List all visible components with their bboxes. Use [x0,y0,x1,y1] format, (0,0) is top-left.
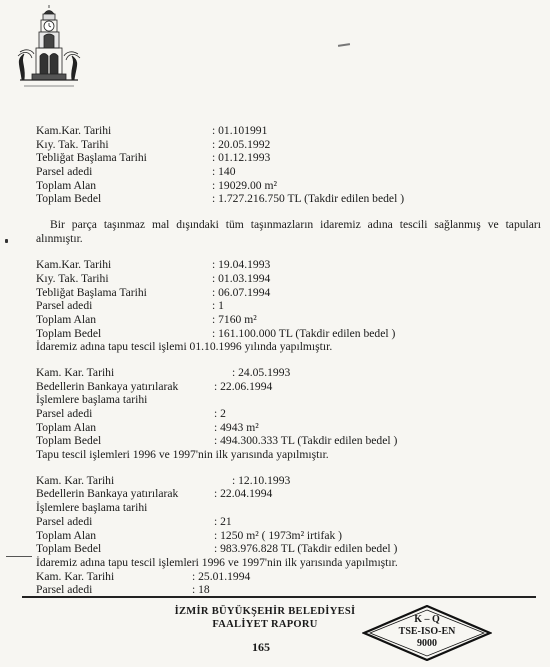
scan-speck [338,43,350,47]
scan-dash [6,556,32,557]
row-value: : 21 [214,514,232,528]
badge-line-2: TSE-ISO-EN [398,626,456,637]
row-label: Toplam Alan [36,528,97,542]
row-label: İşlemlere başlama tarihi [36,393,148,407]
row-value: : 2 [214,407,226,421]
info-row [36,124,541,138]
row-label: Parsel adedi [36,299,93,313]
info-row [36,515,541,529]
row-label: Kıy. Tak. Tarihi [36,271,109,285]
info-row [36,501,541,515]
row-value: : 19029.00 m² [212,178,277,192]
info-row [36,165,541,179]
row-value: : 19.04.1993 [212,258,271,272]
row-label: Parsel adedi [36,165,93,179]
footer-report: FAALİYET RAPORU [212,619,318,630]
info-row [36,542,541,556]
row-label: Tebliğat Başlama Tarihi [36,151,147,165]
badge-line-3: 9000 [417,638,437,649]
info-row [36,529,541,543]
row-value: : 01.03.1994 [212,271,271,285]
block-note: İdaremiz adına tapu tescil işlemleri 1996 ve 1997'nin ilk yarısında yapılmıştır. [36,555,398,569]
info-row [36,380,541,394]
row-label: Parsel adedi [36,514,93,528]
row-value: : 161.100.000 TL (Takdir edilen bedel ) [212,326,396,340]
info-row [36,258,541,272]
info-row [36,583,541,597]
row-value: : 140 [212,165,236,179]
clock-tower-logo [14,4,84,94]
row-label: Toplam Bedel [36,542,102,556]
row-value: : 22.06.1994 [214,379,273,393]
row-value: : 20.05.1992 [212,137,271,151]
info-row [36,299,541,313]
info-row [36,138,541,152]
row-value: : 01.12.1993 [212,151,271,165]
row-label: İşlemlere başlama tarihi [36,501,148,515]
row-label: Bedellerin Bankaya yatırılarak [36,487,179,501]
row-value: : 1.727.216.750 TL (Takdir edilen bedel ) [212,192,405,206]
row-label: Kam.Kar. Tarihi [36,258,112,272]
row-label: Toplam Bedel [36,434,102,448]
row-label: Tebliğat Başlama Tarihi [36,285,147,299]
summary-paragraph: Bir parça taşınmaz mal dışındaki tüm taşınmazların idaremiz adına tescili sağlanmış ve tapuları alınmıştır. [36,218,541,246]
row-value: : 06.07.1994 [212,285,271,299]
property-block-3 [36,366,541,462]
info-row [36,313,541,327]
row-value: : 22.04.1994 [214,487,273,501]
block-note: Tapu tescil işlemleri 1996 ve 1997'nin ilk yarısında yapılmıştır. [36,448,329,462]
row-value: : 12.10.1993 [232,473,291,487]
row-value: : 1 [212,299,224,313]
info-row [36,366,541,380]
property-block-4 [36,474,541,597]
info-row [36,327,541,341]
footer-org: İZMİR BÜYÜKŞEHİR BELEDİYESİ [174,606,356,617]
badge-line-1: K – Q [414,614,440,625]
row-label: Kam. Kar. Tarihi [36,569,115,583]
info-row [36,272,541,286]
info-row [36,421,541,435]
scan-dot [5,239,8,243]
info-row [36,407,541,421]
row-label: Bedellerin Bankaya yatırılarak [36,379,179,393]
row-label: Toplam Bedel [36,192,102,206]
info-row [36,192,541,206]
report-body [36,124,541,609]
info-row [36,393,541,407]
info-row [36,570,541,584]
page-number: 165 [252,640,270,654]
row-value: : 983.976.828 TL (Takdir edilen bedel ) [214,542,398,556]
row-label: Toplam Bedel [36,326,102,340]
info-row [36,434,541,448]
row-value: : 01.101991 [212,124,268,137]
row-value: : 18 [192,583,210,597]
row-value: : 7160 m² [212,312,257,326]
row-value: : 1250 m² ( 1973m² irtifak ) [214,528,343,542]
info-row [36,179,541,193]
row-value: : 25.01.1994 [192,569,251,583]
row-label: Parsel adedi [36,583,93,597]
info-row [36,286,541,300]
footer-rule [22,596,536,598]
row-label: Kam. Kar. Tarihi [36,473,115,487]
row-value: : 24.05.1993 [232,365,291,379]
row-label: Kam.Kar. Tarihi [36,124,112,137]
info-row [36,151,541,165]
row-label: Toplam Alan [36,312,97,326]
block-note: İdaremiz adına tapu tescil işlemi 01.10.1996 yılında yapılmıştır. [36,340,333,354]
row-label: Kam. Kar. Tarihi [36,365,115,379]
row-label: Kıy. Tak. Tarihi [36,137,109,151]
info-row [36,474,541,488]
property-block-2 [36,258,541,354]
row-label: Toplam Alan [36,420,97,434]
row-value: : 494.300.333 TL (Takdir edilen bedel ) [214,434,398,448]
row-value: : 4943 m² [214,420,259,434]
row-label: Toplam Alan [36,178,97,192]
info-row [36,487,541,501]
property-block-1 [36,124,541,206]
row-label: Parsel adedi [36,407,93,421]
